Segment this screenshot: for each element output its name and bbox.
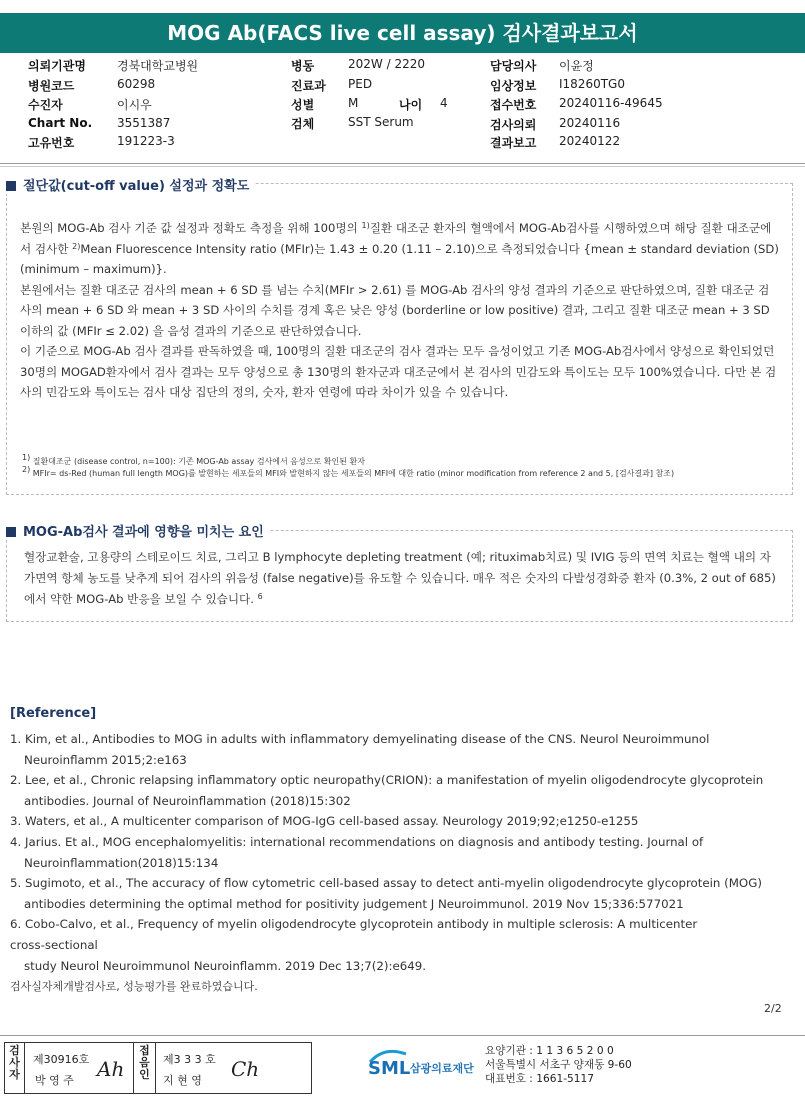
factors-text: 혈장교환술, 고용량의 스테로이드 치료, 그리고 B lymphocyte depleting treatment (예; rituximab치료) 및 IVIG 등의 면역 치료는 혈액 내의 자가면역 항체 농도를 낮추게 되어 검사의 위음성 (false negative)를 유도할 수 있습니다. 매우 적은 숫자의 다발성경화증 환자 (0.3%, 2 out of 685)에서 약한 MOG-Ab 반응을 보일 수 있습니다.: [24, 550, 776, 606]
factors-section-body: [24, 547, 780, 610]
reference-heading: [Reference]: [10, 706, 97, 721]
footnote-1-mark: 1): [22, 453, 31, 462]
cutoff-section-title-text: 절단값(cut-off value) 설정과 정확도: [23, 179, 250, 194]
label-hospital: 의뢰기관명: [28, 59, 86, 73]
org-address: [485, 1044, 632, 1086]
label-hospital-code: 병원코드: [28, 79, 75, 93]
reference-item: [10, 770, 795, 811]
inspector-signature-icon: Ah: [97, 1057, 125, 1081]
footnote-ref-2: 2): [72, 241, 81, 251]
reference-line: 1. Kim, et al., Antibodies to MOG in adults with inflammatory demyelinating disease of the CNS. Neurol Neuroimmunol: [10, 732, 710, 746]
p1-text-b: 질환 대조군 환자의 혈액에서 MOG-Ab검사를 시행하였으며 해당 질환 대조군에서 검사한: [20, 221, 772, 256]
reference-line: antibodies determining the optimal method for positivity judgement J Neuroimmunol. 2019 Nov 15;336:577021: [24, 896, 684, 911]
reference-line: antibodies. Journal of Neuroinflammation (2018)15:302: [24, 793, 351, 808]
reference-line: 6. Cobo-Calvo, et al., Frequency of myelin oligodendrocyte glycoprotein antibody in multiple sclerosis: A multicenter: [10, 917, 698, 932]
value-hospital: 경북대학교병원: [117, 59, 199, 73]
value-patient: 이시우: [117, 98, 152, 112]
reference-line: Neuroinflammation(2018)15:134: [24, 855, 219, 870]
value-unique-no: 191223-3: [117, 134, 175, 148]
p1-text-c: Mean Fluorescence Intensity ratio (MFIr)는 1.43 ± 0.20 (1.11 – 2.10)으로 측정되었습니다 {mean ± standard deviation (SD) (minimum – maximum)}.: [20, 241, 779, 276]
org-line-1: 요양기관 : 1 1 3 6 5 2 0 0: [485, 1045, 614, 1057]
value-sex: M: [348, 96, 359, 110]
footnote-ref-1: 1): [361, 221, 370, 230]
value-specimen: SST Serum: [348, 115, 414, 129]
footnote-2-mark: 2): [22, 465, 31, 474]
label-request-date: 검사의뢰: [490, 118, 537, 132]
org-line-2: 서울특별시 서초구 양재동 9-60: [485, 1059, 632, 1071]
cutoff-section-title: [6, 175, 255, 194]
reference-item: [10, 832, 795, 873]
label-specimen: 검체: [291, 117, 315, 131]
section-bullet-icon: [6, 181, 16, 191]
info-divider: [0, 163, 805, 164]
label-chart-no: Chart No.: [28, 116, 93, 130]
footnote-ref-6: 6: [257, 592, 263, 601]
label-doctor: 담당의사: [490, 59, 537, 73]
approver-name: 지 현 영: [163, 1074, 202, 1087]
reference-item: [10, 914, 795, 976]
footnote-1: [22, 453, 365, 468]
org-name: 삼광의료재단: [410, 1062, 474, 1075]
cutoff-paragraph-3: 이 기준으로 MOG-Ab 검사 결과를 판독하였을 때, 100명의 질환 대조군의 검사 결과는 모두 음성이었고 기존 MOG-Ab검사에서 양성으로 확인되었던 30명의 MOGAD환자에서 검사 결과는 모두 양성으로 총 130명의 환자군과 대조군에서 본 검사의 민감도와 특이도는 모두 100%였습니다. 다만 본 검사의 민감도와 특이도는 검사 대상 집단의 정의, 숫자, 환자 연령에 따라 차이가 있을 수 있습니다.: [20, 344, 777, 399]
info-divider-2: [0, 166, 805, 167]
inspector-name: 박 영 주: [35, 1074, 74, 1087]
value-hospital-code: 60298: [117, 77, 156, 91]
reference-item: [10, 811, 795, 832]
label-receipt-no: 접수번호: [490, 98, 537, 112]
value-department: PED: [348, 77, 373, 91]
label-age: 나이: [399, 98, 423, 112]
label-patient: 수진자: [28, 98, 63, 112]
value-ward: 202W / 2220: [348, 57, 425, 71]
value-report-date: 20240122: [559, 134, 621, 148]
factors-section-title: [6, 521, 270, 540]
validation-note: 검사실자체개발검사로, 성능평가를 완료하였습니다.: [10, 980, 258, 993]
approver-signature-icon: Ch: [231, 1057, 260, 1081]
title-bar: [0, 0, 805, 58]
footnote-2-text: MFIr= ds-Red (human full length MOG)를 발현하는 세포들의 MFI와 발현하지 않는 세포들의 MFI에 대한 ratio (minor modification from reference 2 and 5, [검사결과] 참조): [32, 469, 675, 478]
reference-list: [10, 729, 795, 976]
report-title: MOG Ab(FACS live cell assay) 검사결과보고서: [0, 13, 805, 53]
reference-line: 3. Waters, et al., A multicenter comparison of MOG-IgG cell-based assay. Neurology 2019;92;e1250-e1255: [10, 814, 639, 829]
inspector-license: 제30916호: [33, 1053, 90, 1066]
reference-line: 4. Jarius. Et al., MOG encephalomyelitis: international recommendations on diagnosis and antibody testing. Journal of: [10, 834, 704, 849]
value-request-date: 20240116: [559, 116, 621, 130]
factors-paragraph: [24, 547, 780, 610]
value-receipt-no: 20240116-49645: [559, 96, 663, 110]
approver-label: 접 음 인: [134, 1043, 156, 1093]
label-sex: 성별: [291, 98, 315, 112]
signature-box: [4, 1042, 312, 1094]
reference-line: 5. Sugimoto, et al., The accuracy of flow cytometric cell-based assay to detect anti-myelin oligodendrocyte glycoprotein (MOG): [10, 876, 762, 891]
value-chart-no: 3551387: [117, 116, 171, 130]
label-department: 진료과: [291, 79, 326, 93]
patient-info: [0, 52, 805, 164]
svg-text:SML: SML: [368, 1058, 411, 1079]
label-unique-no: 고유번호: [28, 136, 75, 150]
label-clinical-info: 임상정보: [490, 79, 537, 93]
approver-license: 제3 3 3 호: [163, 1053, 216, 1066]
reference-item: [10, 729, 795, 770]
section-bullet-icon: [6, 527, 16, 537]
reference-line: cross-sectional: [10, 937, 98, 952]
footnote-2: [22, 465, 675, 480]
reference-line: 2. Lee, et al., Chronic relapsing inflammatory optic neuropathy(CRION): a manifestation of myelin oligodendrocyte glycoprotein: [10, 773, 764, 788]
value-doctor: 이윤정: [559, 59, 594, 73]
p1-text-a: 본원의 MOG-Ab 검사 기준 값 설정과 정확도 측정을 위해 100명의: [20, 221, 362, 235]
cutoff-paragraph-1: [20, 218, 780, 280]
value-clinical-info: I18260TG0: [559, 77, 625, 91]
cutoff-paragraph-2: 본원에서는 질환 대조군 검사의 mean + 6 SD 를 넘는 수치(MFIr > 2.61) 를 MOG-Ab 검사의 양성 결과의 기준으로 판단하였으며, 질환 대조군 검사의 mean + 6 SD 와 mean + 3 SD 사이의 수치를 경계 혹은 낮은 양성 (borderline or low positive) 결과, 그리고 질환 대조군 mean + 3 SD 이하의 값 (MFIr ≤ 2.02) 을 음성 결과의 기준으로 판단하였습니다.: [20, 282, 770, 338]
page-number: 2/2: [764, 1002, 782, 1015]
reference-line: study Neurol Neuroimmunol Neuroinflamm. 2019 Dec 13;7(2):e649.: [24, 958, 427, 973]
inspector-label: 검 사 자: [5, 1043, 25, 1093]
org-line-3: 대표번호 : 1661-5117: [485, 1073, 594, 1085]
value-age: 4: [440, 96, 448, 110]
factors-section-title-text: MOG-Ab검사 결과에 영향을 미치는 요인: [23, 525, 264, 540]
label-ward: 병동: [291, 59, 315, 73]
reference-item: [10, 873, 795, 914]
label-report-date: 결과보고: [490, 136, 537, 150]
signature-bar: [0, 1035, 805, 1097]
reference-line: Neuroinflamm 2015;2:e163: [24, 752, 187, 767]
cutoff-section-body: [20, 218, 780, 403]
footnote-1-text: 질환대조군 (disease control, n=100): 기존 MOG-Ab assay 검사에서 음성으로 확인된 환자: [32, 457, 365, 466]
